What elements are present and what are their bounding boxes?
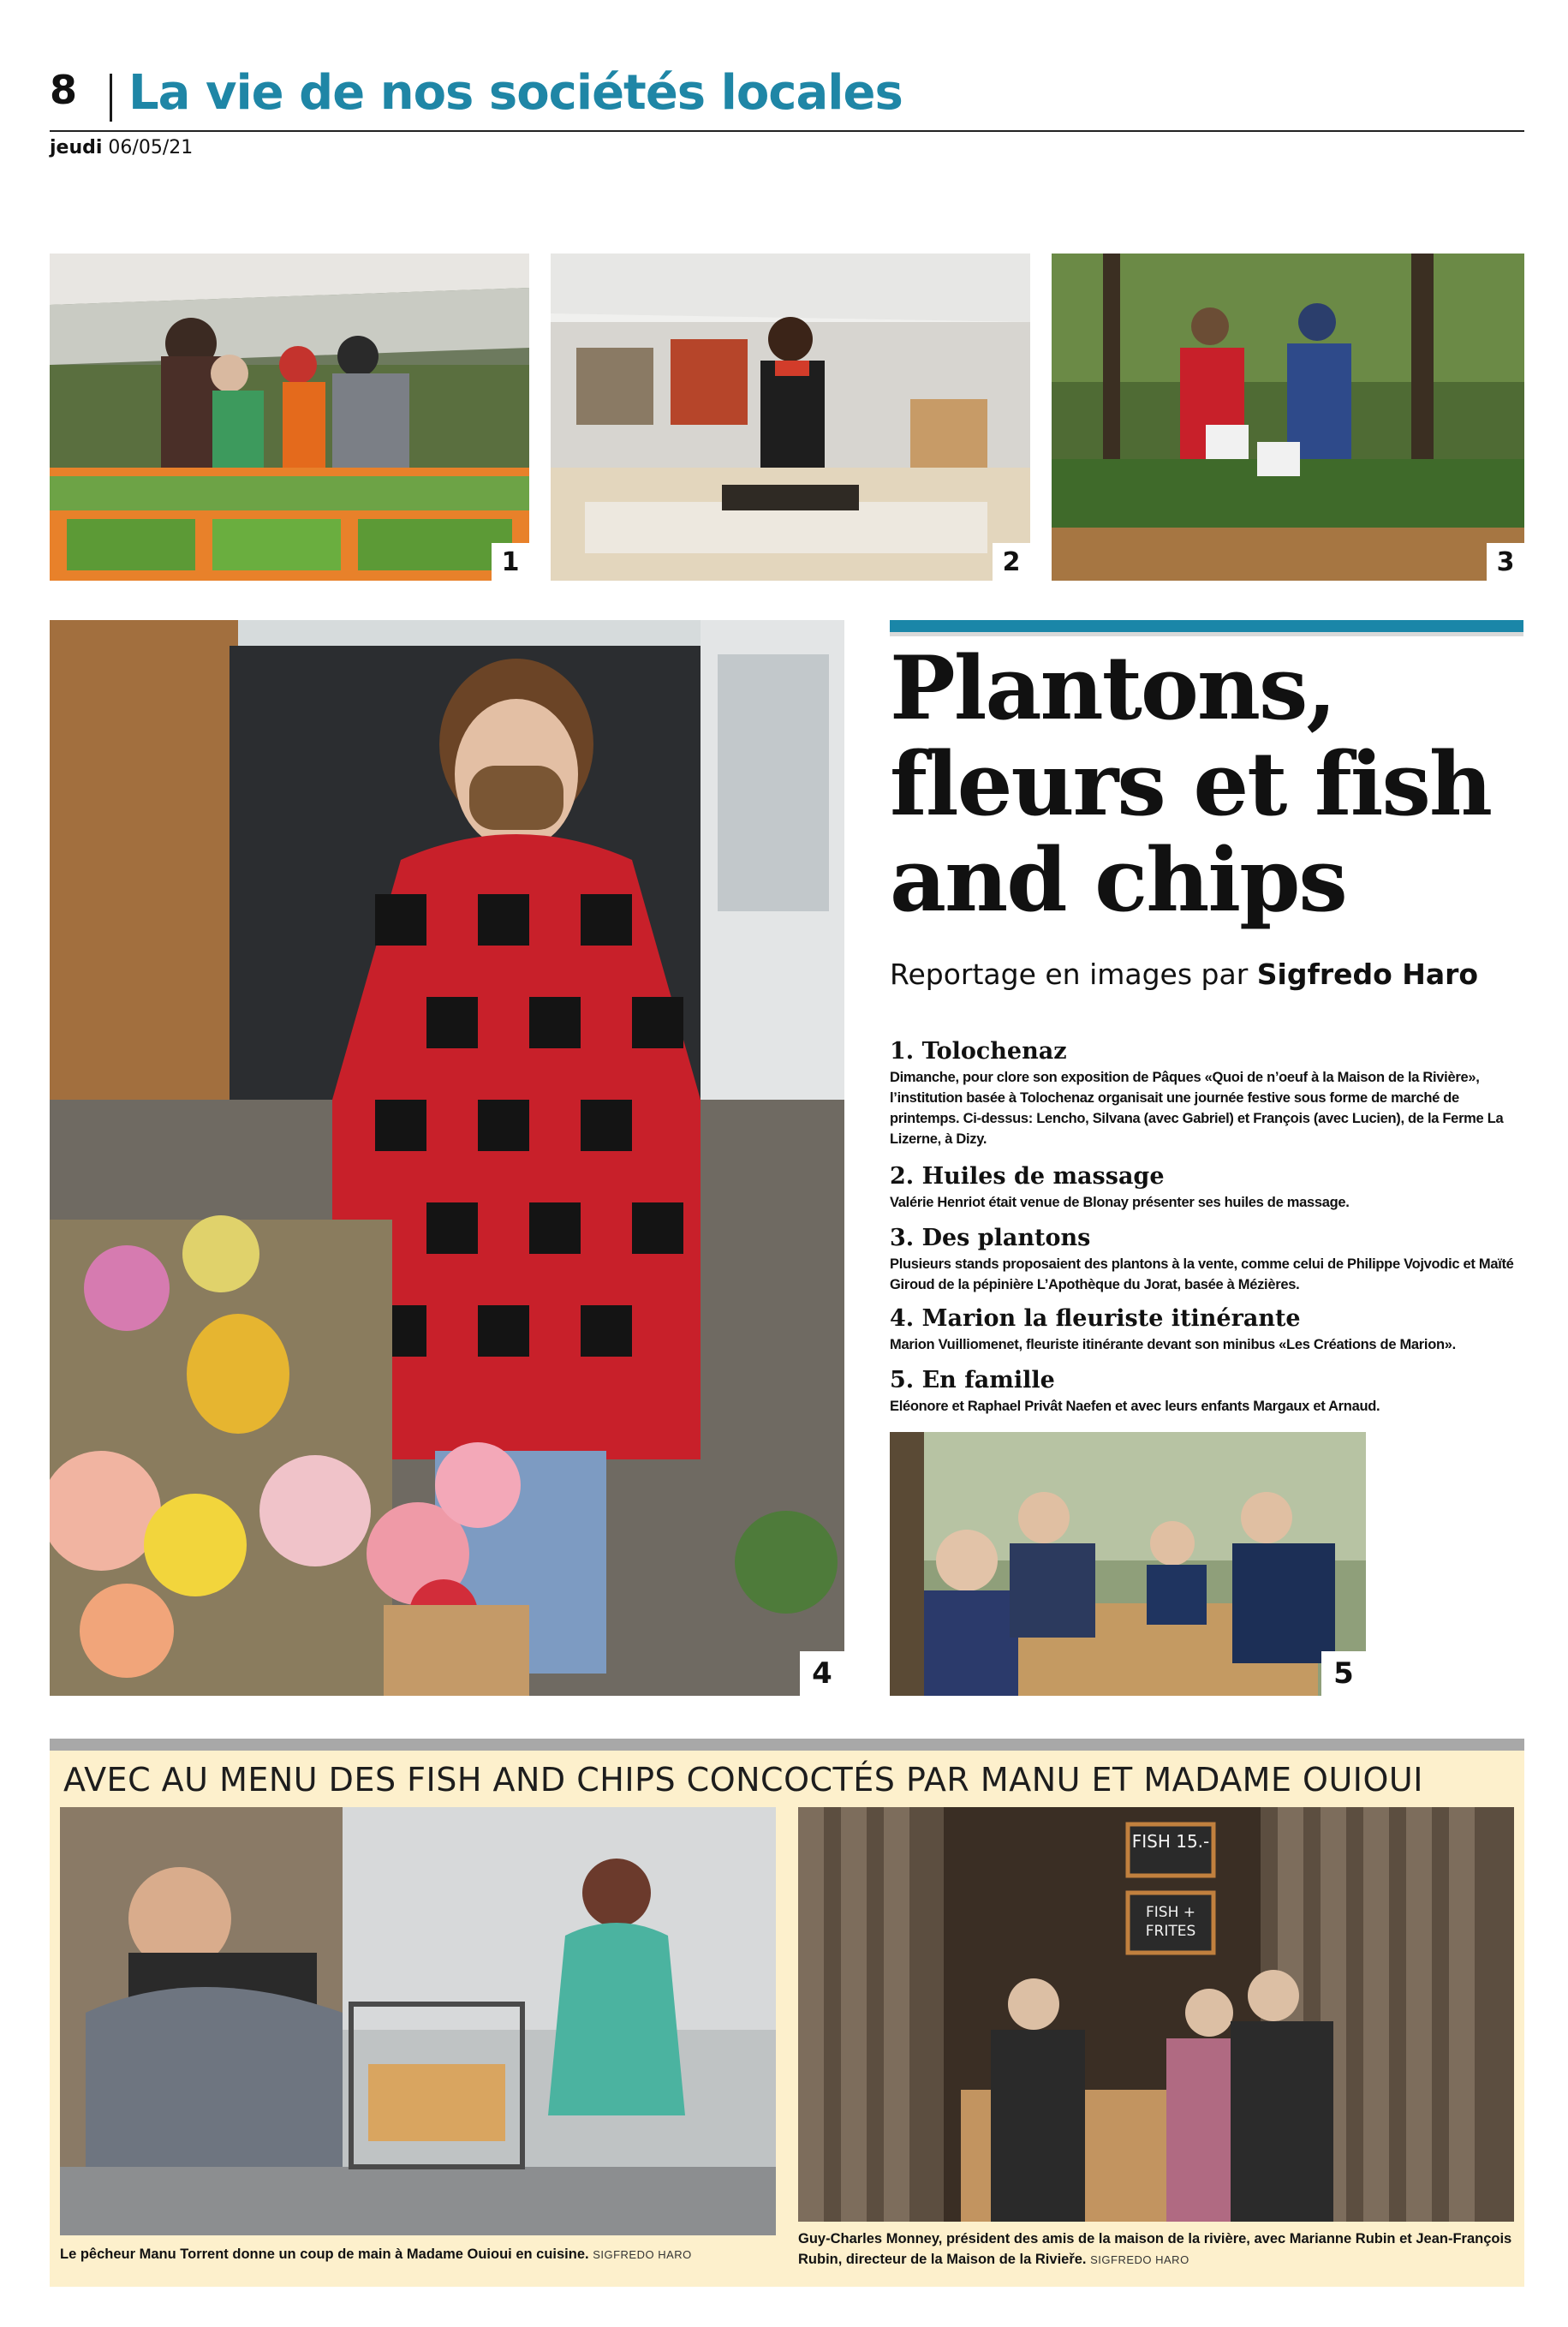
- sidebar-box-rule: [50, 1739, 1524, 1751]
- photo-kitchen-image: [60, 1807, 776, 2235]
- photo-3-number: 3: [1487, 543, 1524, 581]
- caption-5-title: 5. En famille: [890, 1367, 1055, 1393]
- photo-4-image: [50, 620, 844, 1696]
- caption-2-text: Valérie Henriot était venue de Blonay présenter ses huiles de massage.: [890, 1195, 1350, 1210]
- stand-caption-credit: SIGFREDO HARO: [1090, 2253, 1189, 2266]
- section-title: La vie de nos sociétés locales: [128, 65, 903, 121]
- article-headline: [890, 637, 1523, 932]
- page-number: 8: [50, 67, 78, 113]
- date-day: jeudi: [50, 137, 103, 158]
- header-rule: [50, 130, 1524, 132]
- issue-date: [50, 137, 193, 158]
- sign-fish-price: FISH 15.-: [1131, 1831, 1210, 1852]
- photo-5-family: [890, 1432, 1366, 1696]
- headline-line-3: and chips: [890, 829, 1346, 932]
- headline-line-2: fleurs et fish: [890, 733, 1492, 836]
- headline-line-1: Plantons,: [890, 637, 1335, 740]
- caption-4-title: 4. Marion la fleuriste itinérante: [890, 1305, 1301, 1332]
- date-value: 06/05/21: [108, 137, 194, 158]
- photo-3-image: [1052, 254, 1524, 581]
- photo-kitchen: [60, 1807, 776, 2235]
- photo-fish-stand-image: [798, 1807, 1514, 2222]
- byline-author: Sigfredo Haro: [1256, 958, 1479, 991]
- photo-5-image: [890, 1432, 1366, 1696]
- sign-fish-frites: FISH + FRITES: [1145, 1904, 1196, 1940]
- article-rule-shadow: [890, 632, 1523, 636]
- header-separator: [110, 74, 112, 122]
- photo-2-number: 2: [993, 543, 1030, 581]
- caption-3-title: 3. Des plantons: [890, 1225, 1091, 1251]
- caption-1-text: Dimanche, pour clore son exposition de Pâques «Quoi de n’oeuf à la Maison de la Rivière», l’institution basée à Tolochenaz organisait une journée festive sous forme de marché de printemps. Ci-dessus: Lencho, Silvana (avec Gabriel) et François (avec Lucien), de la Ferme La Lizerne, à Dizy.: [890, 1070, 1504, 1147]
- caption-2-title: 2. Huiles de massage: [890, 1163, 1165, 1190]
- photo-3-plantons: [1052, 254, 1524, 581]
- photo-4-florist: [50, 620, 844, 1696]
- photo-2-image: [551, 254, 1030, 581]
- photo-1-image: [50, 254, 529, 581]
- photo-2-massage-oils: [551, 254, 1030, 581]
- photo-1-tolochenaz: [50, 254, 529, 581]
- stand-caption: [798, 2229, 1516, 2270]
- photo-4-number: 4: [800, 1651, 844, 1696]
- caption-5-text: Eléonore et Raphael Privât Naefen et avec leurs enfants Margaux et Arnaud.: [890, 1399, 1380, 1414]
- sidebar-box-title: AVEC AU MENU DES FISH AND CHIPS CONCOCTÉS PAR MANU ET MADAME OUIOUI: [63, 1761, 1423, 1799]
- photo-1-number: 1: [492, 543, 529, 581]
- caption-4-text: Marion Vuilliomenet, fleuriste itinérante devant son minibus «Les Créations de Marion».: [890, 1337, 1456, 1352]
- caption-3-text: Plusieurs stands proposaient des plantons à la vente, comme celui de Philippe Vojvodic et Maïté Giroud de la pépinière L’Apothèque du Jorat, basée à Mézières.: [890, 1256, 1514, 1292]
- kitchen-caption: [60, 2244, 779, 2265]
- photo-fish-stand: [798, 1807, 1514, 2222]
- article-rule: [890, 620, 1523, 632]
- kitchen-caption-credit: SIGFREDO HARO: [593, 2248, 692, 2261]
- photo-5-number: 5: [1321, 1651, 1366, 1696]
- caption-1-title: 1. Tolochenaz: [890, 1038, 1067, 1065]
- kitchen-caption-text: Le pêcheur Manu Torrent donne un coup de main à Madame Ouioui en cuisine.: [60, 2246, 589, 2262]
- stand-caption-text: Guy-Charles Monney, président des amis de la maison de la rivière, avec Marianne Rubin et Jean-François Rubin, directeur de la Maison de la Rivieře.: [798, 2231, 1512, 2267]
- byline: [890, 958, 1478, 991]
- byline-prefix: Reportage en images par: [890, 958, 1257, 991]
